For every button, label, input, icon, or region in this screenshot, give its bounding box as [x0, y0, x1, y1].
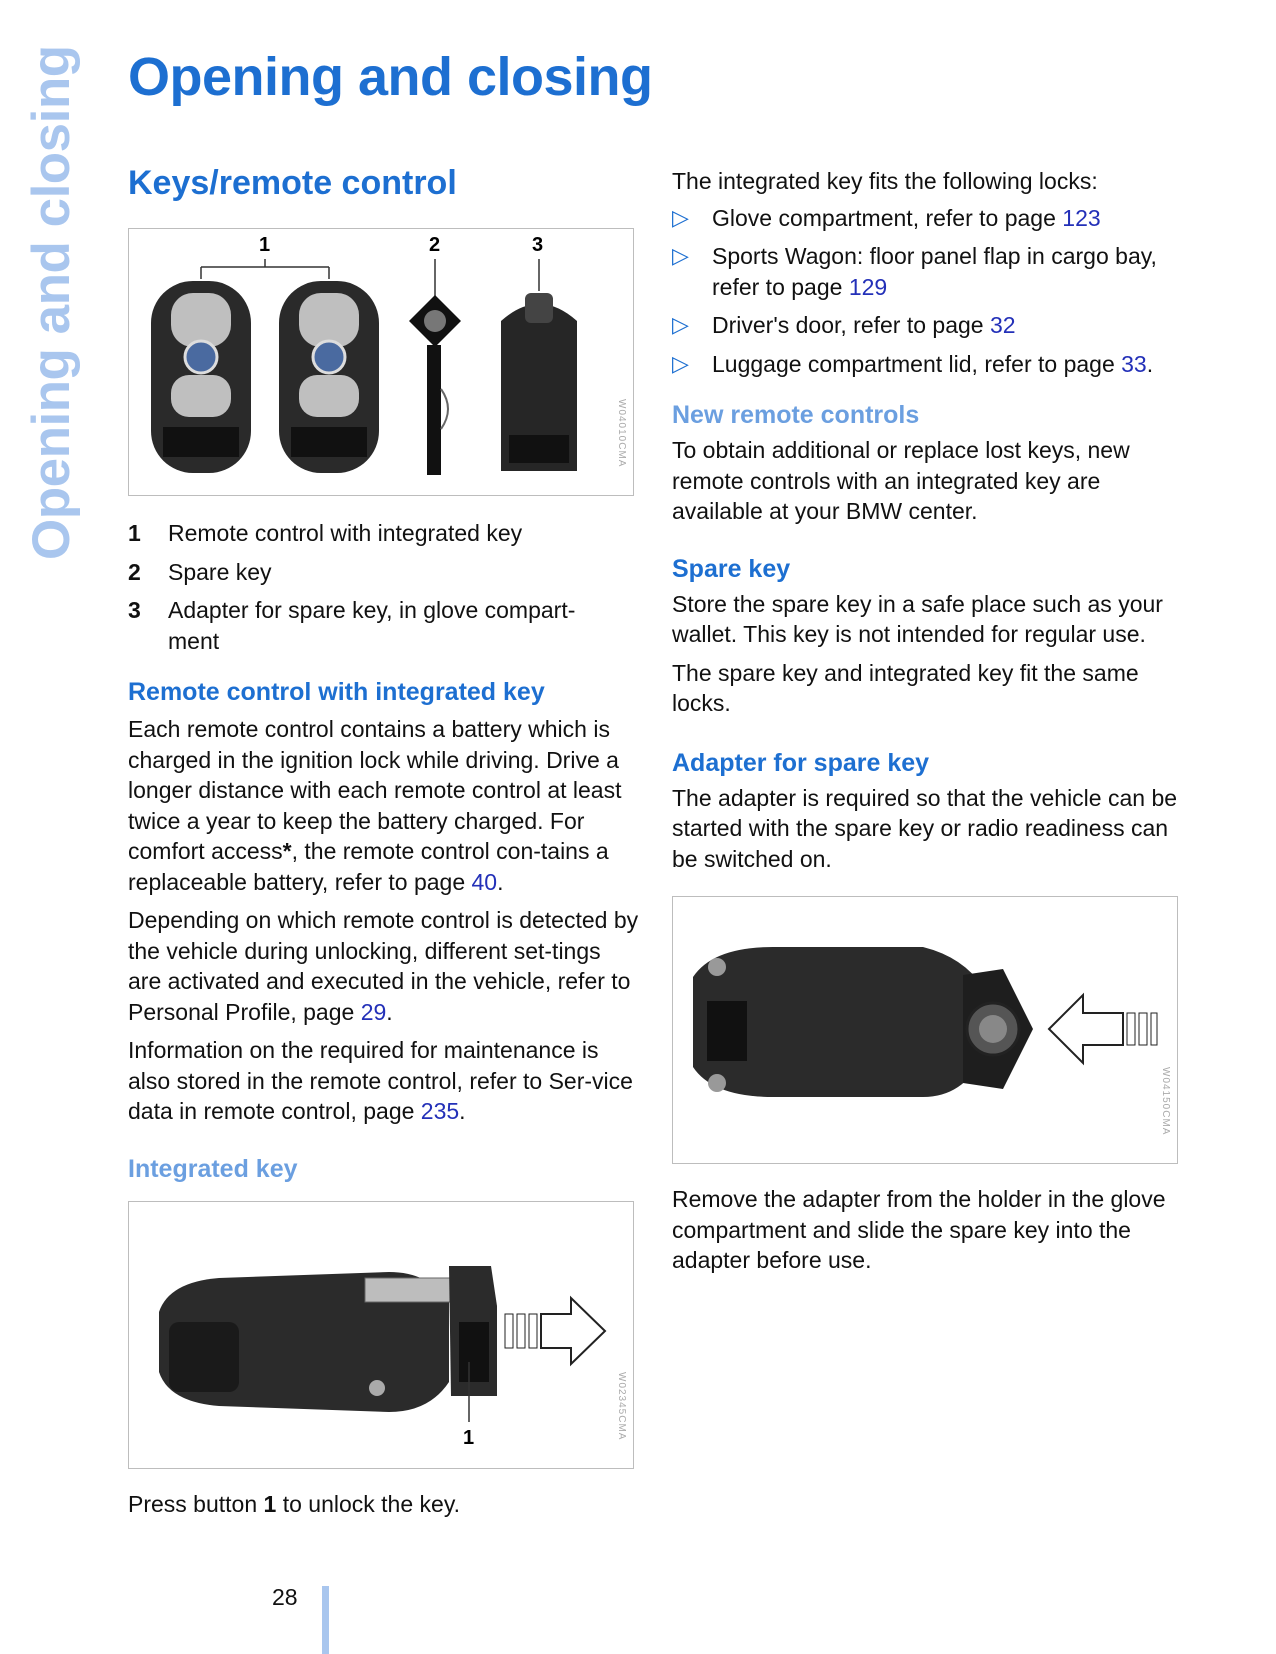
integrated-key-figure: [128, 1201, 634, 1469]
page-link[interactable]: 235: [420, 1098, 460, 1124]
adapter-figure: [672, 896, 1178, 1164]
figure-code: W04150CMA: [1160, 1067, 1171, 1136]
keys-figure: [128, 228, 634, 496]
figure-code: W04010CMA: [616, 399, 627, 468]
side-tab-title: Opening and closing: [22, 45, 81, 560]
keys-legend: [128, 518, 640, 656]
page-link[interactable]: 32: [989, 312, 1016, 338]
spare-key-icon: [409, 295, 461, 475]
spare-key-text-2: The spare key and integrated key fit the same locks.: [672, 659, 1139, 716]
legend-item: 3 Adapter for spare key, in glove compart-ment: [128, 597, 576, 654]
page-number: 28: [272, 1584, 298, 1610]
remote-control-heading: Remote control with integrated key: [128, 678, 545, 706]
remote-control-icon: [151, 281, 251, 473]
arrow-left-icon: [1049, 995, 1157, 1063]
integrated-key-illustration: [129, 1202, 633, 1468]
triangle-bullet-icon: ▷: [672, 312, 689, 337]
page-link[interactable]: 33: [1121, 350, 1147, 377]
keys-illustration: [129, 229, 633, 495]
integrated-key-intro: The integrated key fits the following locks:: [672, 168, 1098, 194]
page-link[interactable]: 29: [360, 998, 387, 1025]
remote-control-paragraph: Each remote control contains a battery which is charged in the ignition lock while driving. Drive a longer distance with each remote control at least twice a year to keep the battery charged. For comfort access*, the remote control con-tains a replaceable battery, refer to page 40.: [128, 716, 622, 895]
page-title: Opening and closing: [128, 47, 653, 107]
page-link[interactable]: 129: [848, 273, 888, 300]
press-button-text: Press button 1 to unlock the key.: [128, 1490, 461, 1517]
list-item: ▷ Glove compartment, refer to page 123: [672, 203, 1182, 234]
arrow-right-icon: [505, 1298, 605, 1364]
spare-key-icon: [963, 969, 1033, 1089]
adapter-illustration: [673, 897, 1177, 1163]
section-heading-keys: Keys/remote control: [128, 164, 457, 202]
left-column: [128, 160, 640, 1519]
triangle-bullet-icon: ▷: [672, 350, 689, 376]
integrated-key-heading: Integrated key: [128, 1154, 298, 1183]
new-remote-text: To obtain additional or replace lost keys, new remote controls with an integrated key are available at your BMW center.: [672, 437, 1130, 524]
page-bar: [322, 1586, 329, 1654]
figure-code: W02345CMA: [616, 1371, 627, 1440]
triangle-bullet-icon: ▷: [672, 204, 689, 230]
right-column: [672, 160, 1182, 1276]
list-item: ▷ Luggage compartment lid, refer to page 33.: [672, 349, 1182, 380]
fig2-label-1: 1: [463, 1426, 475, 1449]
remote-control-icon: [279, 281, 379, 473]
legend-item: 1 Remote control with integrated key: [128, 520, 523, 546]
spare-key-heading: Spare key: [672, 554, 791, 583]
spare-key-text: Store the spare key in a safe place such as your wallet. This key is not intended for regular use.: [672, 590, 1163, 647]
fig1-label-2: 2: [429, 234, 441, 256]
triangle-bullet-icon: ▷: [672, 243, 689, 268]
adapter-body-icon: [693, 947, 983, 1097]
fig1-label-1: 1: [259, 234, 271, 256]
list-item: ▷ Sports Wagon: floor panel flap in cargo bay, refer to page 129: [672, 241, 1182, 302]
fig1-label-3: 3: [532, 234, 544, 256]
new-remote-heading: New remote controls: [672, 401, 920, 429]
legend-item: 2 Spare key: [128, 558, 272, 585]
adapter-text: The adapter is required so that the vehicle can be started with the spare key or radio readiness can be switched on.: [672, 784, 1178, 872]
maintenance-paragraph: Information on the required for maintenance is also stored in the remote control, refer to Ser-vice data in remote control, page 235.: [128, 1037, 633, 1124]
list-item: ▷ Driver's door, refer to page 32: [672, 310, 1182, 341]
personal-profile-paragraph: Depending on which remote control is detected by the vehicle during unlocking, different set-tings are activated and executed in the vehicle, refer to Personal Profile, page 29.: [128, 907, 639, 1025]
adapter-heading: Adapter for spare key: [672, 748, 930, 777]
page-link[interactable]: 123: [1062, 204, 1101, 231]
page-link[interactable]: 40: [471, 868, 498, 895]
locks-list: [672, 203, 1182, 380]
remove-adapter-text: Remove the adapter from the holder in the glove compartment and slide the spare key into the adapter before use.: [672, 1186, 1166, 1273]
adapter-icon: [501, 293, 577, 471]
